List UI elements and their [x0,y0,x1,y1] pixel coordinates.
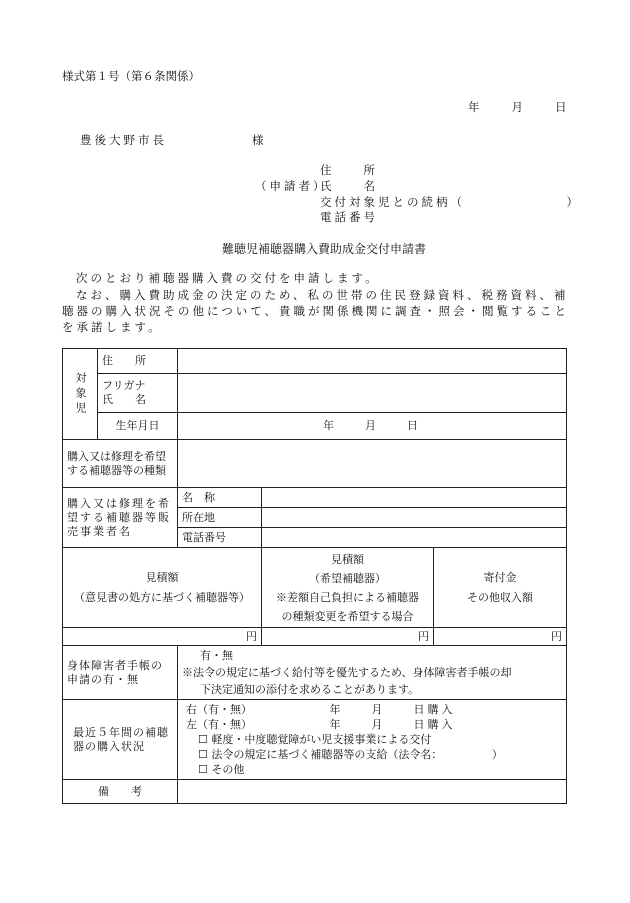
history-left-row [186,717,562,732]
history-right-date[interactable]: 年 月 日購入 [329,703,456,716]
purchase-history-field [178,700,567,780]
child-address-label: 住 所 [98,349,178,374]
body-line-1: 次のとおり補聴器購入費の交付を申請します。 [76,271,380,285]
donation-header: 寄付金 その他収入額 [434,548,567,628]
child-address-field[interactable] [178,349,567,374]
applicant-role: （申請者） [255,179,328,193]
honorific: 様 [252,133,264,147]
history-right[interactable]: 右（有・無） [186,703,252,716]
history-option-statutory[interactable]: ☐ 法令の規定に基づく補聴器等の支給（法令名： ） [198,748,503,761]
disability-certificate-field [178,646,567,700]
donation-amount[interactable]: 円 [434,628,567,646]
body-line-2: なお、購入費助成金の決定のため、私の世帯の住民登録資料、税務資料、補 [76,288,569,302]
vendor-name-field[interactable] [262,488,567,508]
application-table [62,348,567,804]
history-option-support-program[interactable]: ☐ 軽度・中度聴覚障がい児支援事業による交付 [198,733,432,746]
form-number: 様式第１号（第６条関係） [62,69,200,83]
mayor-addressee: 豊後大野市長 [80,133,167,147]
birthdate-label: 生年月日 [98,413,178,440]
child-name-field[interactable] [178,374,567,413]
vendor-location-field[interactable] [262,508,567,528]
history-right-row [186,702,562,717]
history-option-other[interactable]: ☐ その他 [198,763,245,776]
vendor-location-label: 所在地 [178,508,262,528]
applicant-name-label: 氏 名 [320,179,378,193]
history-left[interactable]: 左（有・無） [186,718,252,731]
estimate-prescribed-header: 見積額 （意見書の処方に基づく補聴器等） [63,548,262,628]
estimate-desired-header: 見積額 （希望補聴器） ※差額自己負担による補聴器 の種類変更を希望する場合 [262,548,434,628]
vendor-phone-field[interactable] [262,528,567,548]
furigana-label: フリガナ [102,379,146,392]
body-line-4: を承諾します。 [62,320,163,334]
vendor-phone-label: 電話番号 [178,528,262,548]
applicant-address-label: 住 所 [320,163,378,177]
applicant-relation-label: 交付対象児との続柄（ ） [320,195,581,209]
body-line-3: 聴器の購入状況その他について、貴職が関係機関に調査・照会・閲覧すること [62,304,570,318]
disability-note-2: 下決定通知の添付を求めることがあります。 [200,683,420,696]
vendor-name-label: 名 称 [178,488,262,508]
estimate-desired-amount[interactable]: 円 [262,628,434,646]
disability-yes-no[interactable]: 有・無 [200,649,233,662]
vendor-label: 購入又は修理を希望する補聴器等販売事業者名 [63,488,178,548]
birthdate-field[interactable]: 年 月 日 [178,413,567,440]
hearing-aid-type-label: 購入又は修理を希望する補聴器等の種類 [63,440,178,488]
date-line: 年 月 日 [468,100,570,114]
remarks-field[interactable] [178,780,567,804]
applicant-phone-label: 電話番号 [320,210,378,224]
remarks-label: 備 考 [63,780,178,804]
subject-child-label: 対象児 [63,349,98,440]
estimate-prescribed-amount[interactable]: 円 [63,628,262,646]
history-left-date[interactable]: 年 月 日購入 [329,718,456,731]
child-name-label: 氏 名 [102,393,146,406]
document-title: 難聴児補聴器購入費助成金交付申請書 [222,242,427,256]
disability-note-1: ※法令の規定に基づく給付等を優先するため、身体障害者手帳の却 [182,666,512,679]
hearing-aid-type-field[interactable] [178,440,567,488]
child-name-label-cell [98,374,178,413]
disability-certificate-label: 身体障害者手帳の申請の有・無 [63,646,178,700]
purchase-history-label: 最近５年間の補聴器の購入状況 [63,700,178,780]
